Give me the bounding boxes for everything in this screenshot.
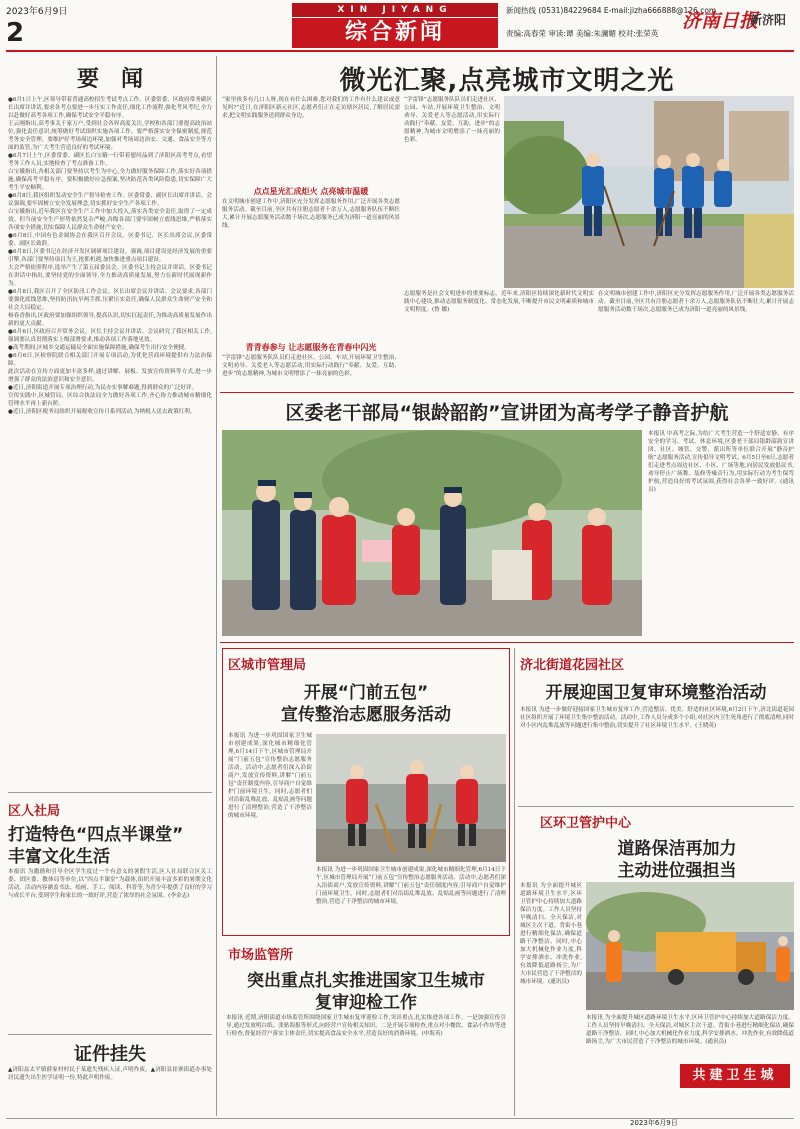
city-title-1: 开展“门前五包” [303,683,429,703]
page-number: 2 [6,18,25,48]
left-mid-kicker: 区人社局 [8,804,61,819]
news-item: ●6月8日,我区召开了全区防汛工作会议。区长出席会议并讲话。会议要求,各部门要强化底线思维,坚持防汛抗旱两手抓,压紧压实责任,确保人民群众生命财产安全和社会大局稳定。 [8,289,212,311]
news-item: ●近日,济阳街道开展专项治理行动,为民办实事解难题,得到群众的广泛好评。 [8,385,198,391]
left-mid-body: 本报讯 为激励和引导全区学生度过一个有意义的暑假生活,区人社局联合区关工委、团区委、教体局等单位,以“四点半课堂”为载体,组织开展丰富多彩的暑期文化活动。活动内容涵盖书法、绘画、手工、阅读、科普等,为青少年提供了良好的学习与成长平台,受到学生和家长的一致好评,营造了浓厚的社会氛围。(李金志) [8,869,212,899]
news-item: ●6月7日上午,区委常委、副区长白宝娥一行带着慰问品到了济阳区高考考点,看望考务工作人员,实地检查了考点准备工作。 [8,153,212,167]
main-subhead-1: 点点星光汇成炬火 点亮城市温暖 [253,187,369,196]
market-title-2: 复审迎检工作 [315,993,417,1013]
city-body-2: 本报讯 为进一步巩固国家卫生城市创建成果,深化城市精细化管理,6月14日下午,区城市管理局开展“门前五包”宣传整治志愿服务活动。活动中,志愿者们深入沿街商户,发放宣传资料,讲解“门前五包”责任制度内容,引导商户自觉维护门前环境卫生。同时,志愿者们对沿街乱堆乱放、乱贴乱画等问题进行了清理整治,营造了干净整洁的城市环境。 [316,867,506,905]
market-title-1: 突出重点扎实推进国家卫生城市 [247,971,485,991]
section-title: 综合新闻 [292,18,498,48]
divider [518,806,794,807]
left-mid-title-2: 丰富文化生活 [8,847,110,867]
city-body: 本报讯 为进一步巩固国家卫生城市创建成果,深化城市精细化管理,6月14日下午,区城市管理局开展“门前五包”宣传整治志愿服务活动。活动中,志愿者们深入沿街商户,发放宣传资料,讲解“门前五包”责任制度内容,引导商户自觉维护门前环境卫生。同时,志愿者们对沿街乱堆乱放、乱贴乱画等问题进行了清理整治,营造了干净整洁的城市环境。 [228,733,312,819]
left-mid-title-1: 打造特色“四点半课堂” [8,825,184,845]
news-item: 杨春香指出,区政府要加强组织领导,提高认识,切实扛起责任,为推动高质量发展作出新的更大贡献。 [8,313,212,327]
news-item: ●近日,济阳区税务局组织开展税收宣传月系列活动,为纳税人送去政策红利。 [8,409,196,415]
sanitation-title-1: 道路保洁再加力 [617,839,737,859]
main-body-2: 在文明城市创建工作中,济阳区充分发挥志愿服务作用,广泛开展各类志愿服务活动。截至目前,全区共有注册志愿者十余万人,志愿服务队伍不断壮大,累计开展志愿服务活动数千场次,志愿服务已成为济阳一道亮丽的风景线。 [222,199,400,229]
slogan-stamp: 共建卫生城 [680,1064,790,1088]
news-item: 此次活动在宣传方面更加丰富多样,通过讲解、展板、发放宣传资料等方式,进一步增强了群众的法治意识和安全意识。 [8,369,212,383]
main-body-5: 在文明城市创建工作中,济阳区充分发挥志愿服务作用,广泛开展各类志愿服务活动。截至目前,全区共有注册志愿者十余万人,志愿服务队伍不断壮大,累计开展志愿服务活动数千场次,志愿服务已成为济阳一道亮丽的风景线。 [598,291,794,313]
issue-date: 2023年6月9日 [6,7,68,17]
divider [220,642,794,643]
elder-headline: 区委老干部局“银龄韶韵”宣讲团为高考学子静音护航 [285,402,729,424]
main-body-col2: “学雷锋”志愿服务队队员们走进社区、公园、车站,开展环境卫生整治、文明劝导、关爱老人等志愿活动,用实际行动践行“奉献、友爱、互助、进步”的志愿精神,为城市文明增添了一抹亮丽的色彩。 [404,97,500,143]
elder-photo [222,430,642,636]
sanitation-workers-photo [586,882,794,1010]
news-item: ●6月8日,我区组织发动安全生产督导检查工作。区委常委、副区长出席并讲话。会议强调,要牢固树立安全发展理念,切实抓好安全生产各项工作。 [8,193,212,207]
news-item: ●高考期间,区城乡交通运输局全面实施保障措施,确保考生出行安全便捷。 [8,345,190,351]
column-divider [514,648,515,1116]
jibei-title: 开展迎国卫复审环境整治活动 [545,683,767,703]
market-body: 本报讯 近期,济阳街道市场监管所围绕国家卫生城市复审迎检工作,突出重点,扎实推进各项工作。一是加强宣传引导,通过发放明白纸、张贴海报等形式,向经营户宣传相关知识。二是开展专项检查,重点对小餐饮、食品小作坊等进行检查,督促经营户落实主体责任,切实提高食品安全水平,营造良好的消费环境。(申海英) [226,1015,506,1037]
sanitation-photo [586,882,794,1010]
main-body-4: 志愿服务是社会文明进步的重要标志。近年来,济阳区持续深化新时代文明实践中心建设,推动志愿服务制度化、常态化发展,不断提升市民文明素质和城市文明程度。(鲁 娜) [404,291,594,313]
jibei-kicker: 济北街道花园社区 [520,658,625,673]
main-body-3: “学雷锋”志愿服务队队员们走进社区、公园、车站,开展环境卫生整治、文明劝导、关爱老人等志愿活动,用实际行动践行“奉献、友爱、互助、进步”的志愿精神,为城市文明增添了一抹亮丽的色彩。 [222,355,400,377]
main-headline: 微光汇聚,点亮城市文明之光 [339,66,675,96]
jibei-body: 本报讯 为进一步做好迎接国家卫生城市复审工作,营造整洁、优美、舒适的社区环境,6月2日下午,济北街道花园社区组织开展了环境卫生集中整治活动。活动中,工作人员分成多个小组,对社区内卫生死角进行了彻底清理,同时对小区内乱堆乱放等问题进行集中整治,切实提升了社区环境卫生水平。(王晓英) [520,707,794,729]
news-item: ●6月1日上午,区领导带着普通高校招生考试考点工作。区委常委、区政府常务副区长出席并讲话,要求各考点要进一步压实工作责任,细化工作流程,强化考风考纪,全力以赴做好高考各项工作,确保考试安全平稳有序。 [8,97,212,119]
divider [220,392,794,393]
contact-line: 新闻热线 (0531)84229684 E-mail:jizha666888@126.com [506,6,717,15]
left-section-title: 要 闻 [76,67,143,92]
editors-line: 责编:高春荣 审读:谭 美编:朱澜媚 校对:张荣英 [506,29,659,38]
license-title: 证件挂失 [74,1044,146,1065]
main-photo [504,96,794,288]
elder-body: 本报讯 中高考之际,为给广大考生营造一个舒适安静、有序安全的学习、考试、休息环境,区委老干部局银龄韶韵宣讲团、社区、城管、交警、派出所等单位联合开展“静音护航”志愿服务活动,宣传倡导文明考试。6月5日至6日,志愿者们走进考点周边社区、小区、广场等地,向居民发放倡议书,劝导停止广场舞、装修等噪音行为,用实际行动为考生保驾护航,营造良好的考试氛围,获得社会各界一致好评。(通讯员) [648,431,794,493]
city-photo [316,734,506,862]
news-item: ●6月8日,区委书记在经济开发区调研项目建设。强调,项目建设是经济发展的重要引擎,各部门要坚持项目为王,抢抓机遇,加快推进重点项目建设。 [8,249,212,263]
left-news-column [8,96,212,788]
sanitation-body-2: 本报讯 为全面提升城区道路环境卫生水平,区环卫管护中心持续加大道路保洁力度。工作人员坚持早晚清扫、全天保洁,对城区主次干道、背街小巷进行精细化保洁,确保道路干净整洁。同时,中心加大机械化作业力度,科学安排洒水、冲洗作业,有效降低道路扬尘,为广大市民营造了干净整洁的城市环境。(通讯员) [586,1015,794,1045]
news-item: 白宝娥指出,近年我区在安全生产工作中加大投入,落实各类安全责任,取得了一定成效。但当前安全生产形势依然复杂严峻,各级各部门要牢固树立底线思维,严格落实各项安全措施,切实保障人民群众生命财产安全。 [8,209,212,231]
newspaper-logo-sub: 新济阳 [750,13,787,27]
news-item: ●6月6日,区政府召开常务会议。区长主持会议并讲话。会议研究了我区相关工作,强调要认真贯彻落实上级部署要求,推动各项工作落地见效。 [8,329,212,343]
city-title-2: 宣传整治志愿服务活动 [281,705,451,725]
sanitation-title-2: 主动进位强担当 [617,861,737,881]
news-item: 大会严格依照程序,选举产生了第五届委员会。区委书记主持会议并讲话。区委书记在讲话中指出,要坚持党的全面领导,全力推动高质量发展,努力在新时代展现新作为。 [8,265,212,287]
sanitation-kicker: 区环卫管护中心 [540,816,632,831]
header-rule [6,50,794,52]
banner-top: XIN JIYANG [292,3,498,17]
main-subhead-2: 青青春参与 让志愿服务在青春中闪光 [245,343,377,352]
footer-date: 2023年6月9日 [630,1119,678,1127]
divider [8,1034,212,1035]
divider [8,792,212,793]
city-kicker: 区城市管理局 [228,658,307,673]
main-body-1: “家里孩多有几口人呀,现在有什么困难,您对我们的工作有什么建议或意见吗?”近日,在济阳区新元社区,志愿者们正在走访辖区居民,了解居民需求,把文明实践服务送到群众身边。 [222,97,400,119]
news-item: ●6月8日,中国有色金属协会在我区召开会议。区委书记、区长出席会议,区委常委、副区长致辞。 [8,233,212,247]
license-body: ▲济阳县太平镇薛家村村民于某遗失残疾人证,声明作废。▲济阳县崔寨街道办事处居民遗失出生医学证明一份,特此声明作废。 [8,1067,212,1081]
news-item: 白宝娥指出,各相关部门要坚持以考生为中心,全力做好服务保障工作,落实好各项措施,确保高考平稳有序。要积极做好应急预案,坚决防范各类风险隐患,切实保障广大考生平安顺利。 [8,169,212,191]
news-item: 宣传实践中,区城管局、区综合执法局全力做好各项工作,齐心协力推动城市精细化管理水平再上新台阶。 [8,393,212,407]
news-item: 王云刚指出,高考事关千家万户,受到社会各界高度关注,学校和各部门要提高政治站位,强化责任意识,统筹做好考试组织实施各项工作。要严格落实安全保密制度,规范考务安全管理。要维护好考场周边环境,加强对考场周边治安、交通、食品安全等方面的监管,为广大考生营造良好的考试环境。 [8,121,212,151]
sanitation-body: 本报讯 为全面提升城区道路环境卫生水平,区环卫管护中心持续加大道路保洁力度。工作人员坚持早晚清扫、全天保洁,对城区主次干道、背街小巷进行精细化保洁,确保道路干净整洁。同时,中心加大机械化作业力度,科学安排洒水、冲洗作业,有效降低道路扬尘,为广大市民营造了干净整洁的城市环境。(通讯员) [520,883,582,985]
column-divider [216,56,217,1116]
volunteers-sweeping-photo [504,96,794,288]
elder-volunteers-photo [222,430,642,636]
newspaper-logo: 济南日报 [682,10,759,32]
news-item: ●6月6日,区检察院联合相关部门开展专项活动,为优化营商环境提供有力法治保障。 [8,353,212,367]
market-kicker: 市场监管所 [228,948,294,963]
city-volunteers-photo [316,734,506,862]
